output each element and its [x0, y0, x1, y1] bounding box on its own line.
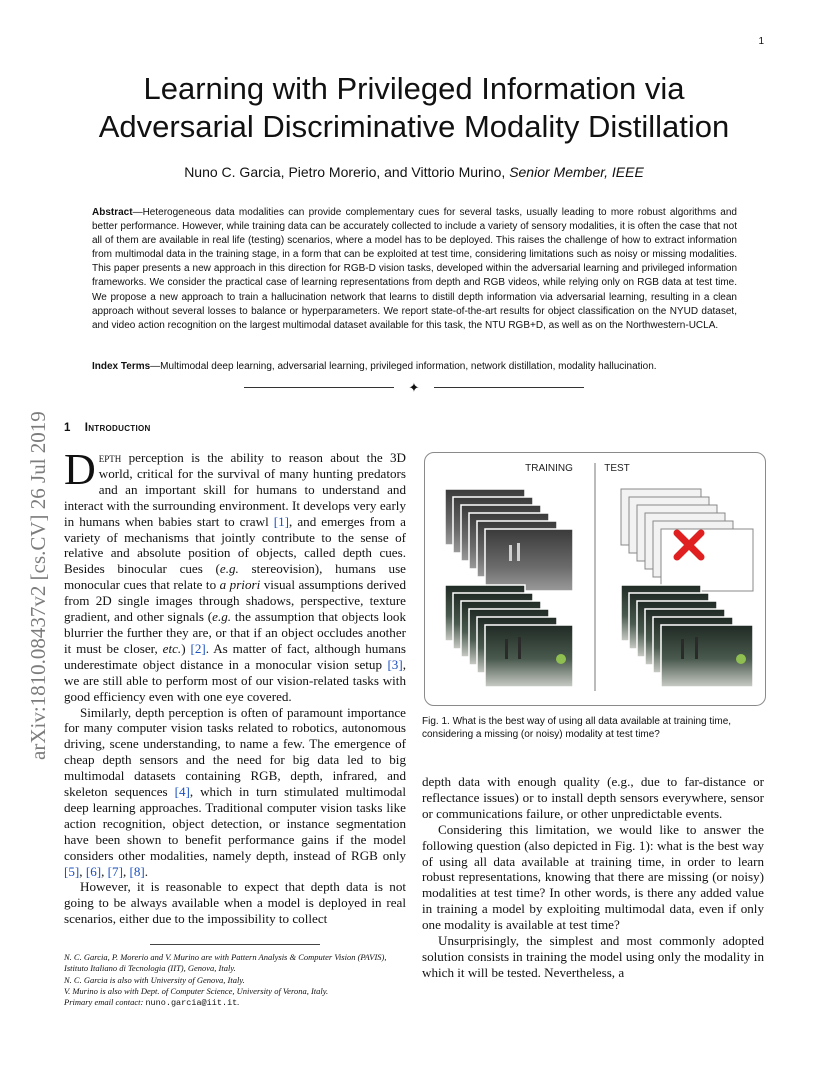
divider-line-left — [244, 387, 394, 388]
right-column — [422, 774, 764, 981]
green-plant-blob — [736, 654, 746, 664]
intro-paragraph-5: Unsurprisingly, the simplest and most commonly adopted solution consists in training the model using only the modality in which it will be tested. Nevertheless, a — [422, 933, 764, 980]
section-divider — [244, 380, 584, 394]
citation-link[interactable]: [8] — [129, 863, 145, 879]
drop-cap: D — [64, 445, 96, 494]
abstract — [92, 206, 737, 333]
training-depth-stack — [445, 489, 573, 591]
author-names: Nuno C. Garcia, Pietro Morerio, and Vittorio Murino, — [184, 164, 510, 180]
citation-link[interactable]: [1] — [273, 513, 290, 529]
text-run: , — [101, 863, 108, 879]
text-run: , we are still able to perform most of our vision-related tasks with good efficiency even with one eye covered. — [64, 656, 406, 704]
text-run: Similarly, depth perception is often of paramount importance for many computer vision tasks related to robotics, autonomous driving, scene understanding, to name a few. The emergence of cheap depth sensors and the need for big data led to big multimodal datasets containing RGB, depth, infrared, and skeleton sequences — [64, 704, 406, 800]
figure-caption: Fig. 1. What is the best way of using all data available at training time, considering a missing (or noisy) modality at test time? — [422, 716, 732, 740]
blank-frame-front — [661, 529, 753, 591]
rgb-person-silhouette — [505, 639, 508, 659]
section-number: 1 — [64, 422, 71, 434]
text-run: . As matter of fact, although humans underestimate object distance in a monocular vision setup — [64, 640, 406, 672]
footnote-rule — [150, 944, 320, 945]
text-run: a priori — [219, 577, 261, 593]
rgb-person-silhouette — [681, 639, 684, 659]
text-run: . — [237, 997, 240, 1008]
footnote-verona: V. Murino is also with Dept. of Computer Science, University of Verona, Italy. — [64, 985, 329, 996]
citation-link[interactable]: [5] — [64, 863, 80, 879]
divider-line-right — [434, 387, 584, 388]
intro-paragraph-4: Considering this limitation, we would like to answer the following question (also depicted in Fig. 1): what is the best way of using all data available at training time, in order to learn robust representations, knowing that there are missing (or noisy) modalities at test time? In other words, is there any added value in training a model by exploiting multimodal data, even if only one modality is available at test time? — [422, 821, 764, 933]
green-plant-blob — [556, 654, 566, 664]
citation-link[interactable]: [4] — [174, 784, 190, 800]
label-test: TEST — [604, 463, 630, 474]
index-terms-text: —Multimodal deep learning, adversarial learning, privileged information, network distillation, modality hallucination. — [150, 361, 657, 372]
author-list — [64, 164, 764, 180]
lead-word: epth — [98, 450, 122, 465]
title-line-1: Learning with Privileged Information via — [143, 71, 685, 106]
figure-illustration — [425, 453, 765, 705]
title-line-2: Adversarial Discriminative Modality Distillation — [98, 109, 730, 144]
test-rgb-stack — [621, 585, 753, 687]
author-affix: Senior Member, IEEE — [509, 164, 644, 180]
index-terms — [92, 360, 737, 374]
depth-person-silhouette — [517, 543, 520, 561]
arxiv-identifier-stamp[interactable]: arXiv:1810.08437v2 [cs.CV] 26 Jul 2019 — [26, 411, 50, 760]
text-run: . — [144, 863, 149, 879]
test-missing-depth-stack — [621, 489, 753, 591]
abstract-text: —Heterogeneous data modalities can provide complementary cues for several tasks, usually leading to more robust algorithms and better performance. However, while training data can be accurately collected to include a variety of sensory modalities, it is often the case that not all of them are available in real life (testing) scenarios, where a model has to be deployed. This raises the challenge of how to extract information from multimodal data in the training stage, in a form that can be exploited at test time, considering limitations such as noisy or missing modalities. This paper presents a new approach in this direction for RGB-D vision tasks, developed within the adversarial learning and privileged information frameworks. We consider the practical case of learning representations from depth and RGB videos, while relying only on RGB data at test time. We propose a new approach to train a hallucination network that learns to distill depth information via adversarial learning, resulting in a clean approach without several losses to balance or hyperparameters. We report state-of-the-art results for object classification on the NYUD dataset, and video action recognition on the largest multimodal dataset available for this task, the NTU RGB+D, as well as on the Northwestern-UCLA. — [92, 207, 737, 331]
figure-1 — [424, 452, 766, 706]
text-run: , — [122, 863, 130, 879]
footnote-genova: N. C. Garcia is also with University of Genova, Italy. — [64, 974, 245, 985]
citation-link[interactable]: [6] — [85, 863, 102, 879]
label-training: TRAINING — [525, 463, 573, 474]
footnotes — [64, 952, 409, 1009]
text-run: e.g. — [212, 609, 232, 625]
rgb-person-silhouette — [518, 637, 521, 659]
intro-paragraph-2 — [64, 705, 406, 880]
intro-paragraph-3-continued: depth data with enough quality (e.g., due to far-distance or reflectance issues) or to install depth sensors everywhere, sensor or communications failure, or other unpredictable events. — [422, 774, 764, 821]
training-rgb-stack — [445, 585, 573, 687]
citation-link[interactable]: [2] — [190, 640, 206, 656]
intro-paragraph-3: However, it is reasonable to expect that depth data is not going to be always available when a model is deployed in real scenarios, either due to the impossibility to collect — [64, 879, 406, 927]
footnote-affiliation: N. C. Garcia, P. Morerio and V. Murino are with Pattern Analysis & Computer Vision (PAVIS), Istituto Italiano di Tecnologia (IIT), Genova, Italy. — [64, 952, 387, 974]
footnote-contact — [64, 997, 409, 1009]
section-heading — [64, 422, 151, 434]
rgb-person-silhouette — [695, 637, 698, 659]
citation-link[interactable]: [7] — [107, 863, 123, 879]
citation-link[interactable]: [3] — [387, 656, 403, 672]
left-column — [64, 445, 407, 927]
text-run: , — [79, 863, 86, 879]
text-run: etc. — [162, 640, 182, 656]
page-number: 1 — [758, 36, 764, 47]
section-title: Introduction — [84, 422, 151, 434]
index-terms-label: Index Terms — [92, 361, 151, 372]
text-run: , which in turn stimulated multimodal deep learning approaches. Traditional computer vision tasks like action recognition, object detection, or instance segmentation have been shown to benefit performance gains if the model considers other modalities, namely depth, instead of RGB only — [64, 784, 406, 863]
text-run: stereovision), humans use monocular cues that relate to — [64, 561, 406, 593]
text-run: perception is the ability to reason about the 3D world, critical for the survival of many hunting predators and an important skill for humans to understand and interact with the surrounding environment. It develops very early in humans when babies start to crawl — [64, 450, 406, 529]
contact-label: Primary email contact: — [64, 997, 146, 1008]
text-run: visual assumptions derived from 2D single images through shadows, perspective, texture gradient, and other signals ( — [64, 577, 406, 625]
text-run: ) — [181, 640, 191, 656]
divider-diamond-icon: ✦ — [408, 380, 420, 395]
paper-title — [64, 70, 764, 146]
text-run: , and emerges from a variety of mechanisms that jointly contribute to the sense of relative and absolute position of objects, called depth cues. Besides binocular cues ( — [64, 513, 406, 577]
text-run: the assumption that objects look blurrier the further they are, or that if an object occludes another it must be closer, — [64, 609, 407, 656]
abstract-label: Abstract — [92, 207, 133, 218]
text-run: e.g. — [219, 561, 239, 577]
contact-email[interactable]: nuno.garcia@iit.it — [145, 998, 238, 1009]
depth-person-silhouette — [509, 545, 512, 561]
depth-frame-front — [485, 529, 573, 591]
intro-paragraph-1 — [64, 445, 407, 705]
